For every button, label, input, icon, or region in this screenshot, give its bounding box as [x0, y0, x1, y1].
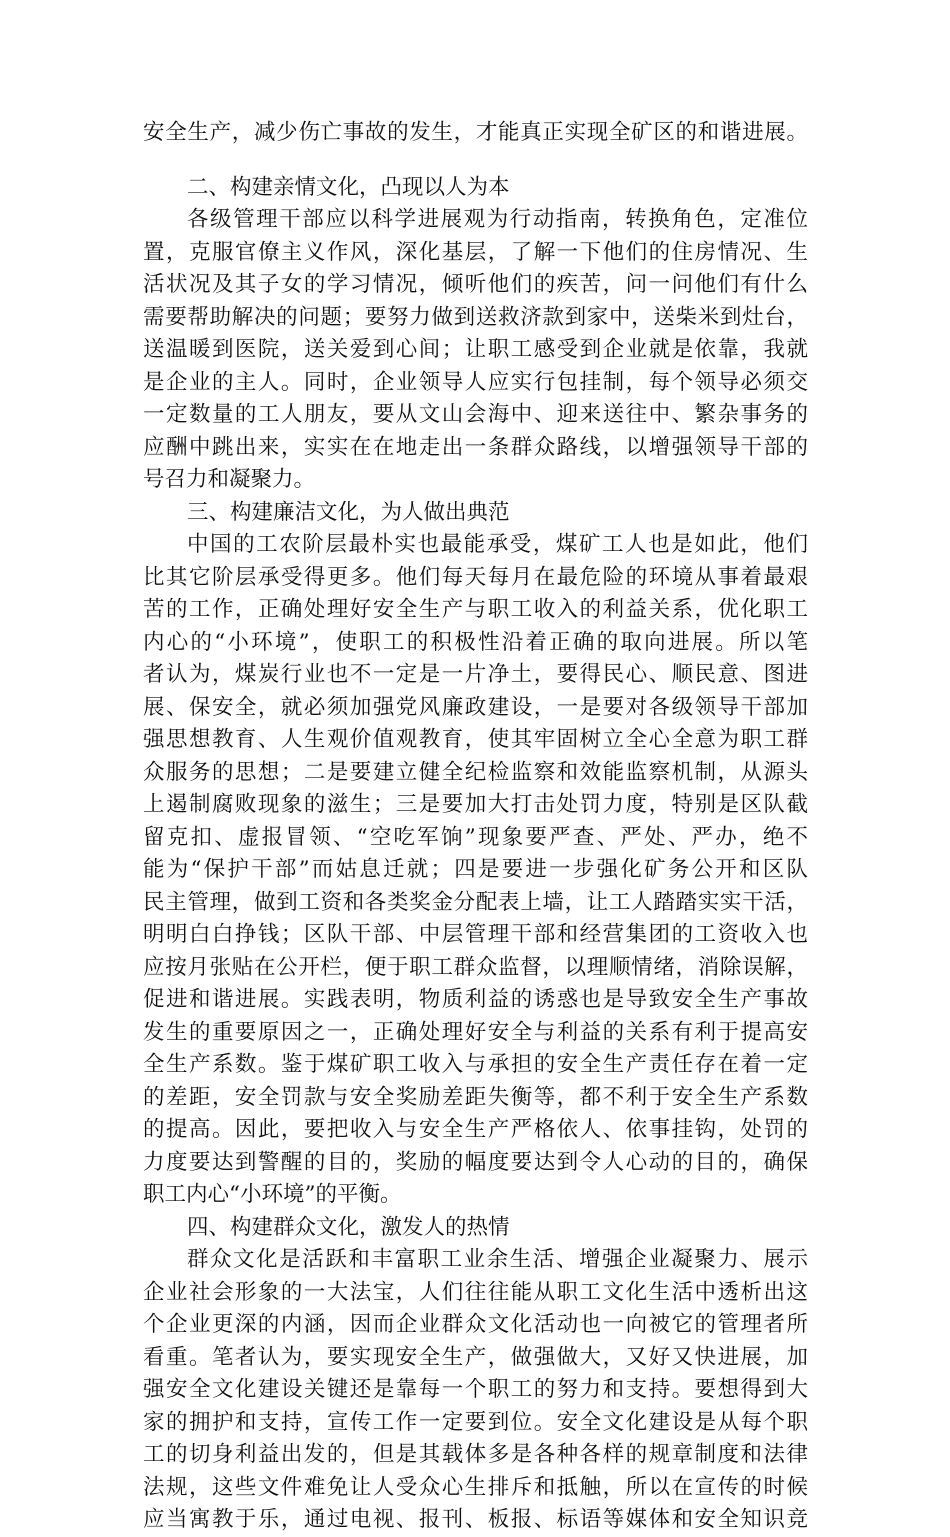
- text-line: 众服务的思想；二是要建立健全纪检监察和效能监察机制，从源头: [143, 759, 808, 785]
- text-line: 上遏制腐败现象的滋生；三是要加大打击处罚力度，特别是区队截: [143, 792, 808, 817]
- text-line: 四、构建群众文化，激发人的热情: [187, 1214, 510, 1240]
- text-line: 一定数量的工人朋友，要从文山会海中、迎来送往中、繁杂事务的: [143, 402, 808, 427]
- text-line: 苦的工作，正确处理好安全生产与职工收入的利益关系，优化职工: [143, 597, 808, 622]
- text-line: 促进和谐进展。实践表明，物质利益的诱惑也是导致安全生产事故: [143, 987, 808, 1012]
- text-line: 号召力和凝聚力。: [143, 467, 316, 492]
- text-line: 内心的“小环境”，使职工的积极性沿着正确的取向进展。所以笔: [143, 629, 808, 655]
- text-line: 企业社会形象的一大法宝，人们往往能从职工文化生活中透析出这: [143, 1279, 808, 1305]
- text-line: 应酬中跳出来，实实在在地走出一条群众路线，以增强领导干部的: [143, 434, 808, 460]
- body-text: [143, 117, 808, 1537]
- text-line: 活状况及其子女的学习情况，倾听他们的疾苦，问一问他们有什么: [143, 272, 808, 297]
- text-line: 展、保安全，就必须加强党风廉政建设，一是要对各级领导干部加: [143, 694, 808, 720]
- text-line: 应当寓教于乐，通过电视、报刊、板报、标语等媒体和安全知识竞: [143, 1507, 808, 1532]
- text-line: 者认为，煤炭行业也不一定是一片净土，要得民心、顺民意、图进: [143, 662, 808, 687]
- text-line: 全生产系数。鉴于煤矿职工收入与承担的安全生产责任存在着一定: [143, 1052, 808, 1077]
- text-line: 置，克服官僚主义作风，深化基层，了解一下他们的住房情况、生: [143, 239, 808, 265]
- text-line: 工的切身利益出发的，但是其载体多是各种各样的规章制度和法律: [143, 1442, 808, 1467]
- text-line: 的提高。因此，要把收入与安全生产严格依人、依事挂钩，处罚的: [143, 1117, 808, 1142]
- text-line: 群众文化是活跃和丰富职工业余生活、增强企业凝聚力、展示: [187, 1247, 808, 1272]
- paragraph-gap: [143, 150, 808, 172]
- text-line: 个企业更深的内涵，因而企业群众文化活动也一向被它的管理者所: [143, 1312, 808, 1337]
- text-line: 各级管理干部应以科学进展观为行动指南，转换角色，定准位: [187, 207, 808, 232]
- text-line: 力度要达到警醒的目的，奖励的幅度要达到令人心动的目的，确保: [143, 1149, 808, 1175]
- text-line: 留克扣、虚报冒领、“空吃军饷”现象要严查、严处、严办，绝不: [143, 824, 808, 850]
- text-line: 送温暖到医院，送关爱到心间；让职工感受到企业就是依靠，我就: [143, 337, 808, 362]
- text-line: 二、构建亲情文化，凸现以人为本: [187, 174, 510, 200]
- text-line: 民主管理，做到工资和各类奖金分配表上墙，让工人踏踏实实干活，: [143, 889, 808, 915]
- text-line: 明明白白挣钱；区队干部、中层管理干部和经营集团的工资收入也: [143, 922, 808, 947]
- text-line: 强安全文化建设关键还是靠每一个职工的努力和支持。要想得到大: [143, 1377, 808, 1402]
- text-line: 安全生产，减少伤亡事故的发生，才能真正实现全矿区的和谐进展。: [143, 120, 808, 145]
- text-line: 是企业的主人。同时，企业领导人应实行包挂制，每个领导必须交: [143, 369, 808, 395]
- text-line: 三、构建廉洁文化，为人做出典范: [187, 499, 510, 525]
- text-line: 中国的工农阶层最朴实也最能承受，煤矿工人也是如此，他们: [187, 532, 808, 557]
- text-line: 比其它阶层承受得更多。他们每天每月在最危险的环境从事着最艰: [143, 564, 808, 590]
- text-line: 职工内心“小环境”的平衡。: [143, 1182, 402, 1207]
- text-line: 法规，这些文件难免让人受众心生排斥和抵触，所以在宣传的时候: [143, 1474, 808, 1500]
- text-line: 发生的重要原因之一，正确处理好安全与利益的关系有利于提高安: [143, 1019, 808, 1045]
- text-line: 能为“保护干部”而姑息迁就；四是要进一步强化矿务公开和区队: [143, 857, 808, 882]
- text-line: 需要帮助解决的问题；要努力做到送救济款到家中，送柴米到灶台，: [143, 304, 808, 330]
- text-line: 的差距，安全罚款与安全奖励差距失衡等，都不利于安全生产系数: [143, 1084, 808, 1110]
- text-line: 应按月张贴在公开栏，便于职工群众监督，以理顺情绪，消除误解，: [143, 954, 808, 980]
- text-line: 家的拥护和支持，宣传工作一定要到位。安全文化建设是从每个职: [143, 1409, 808, 1435]
- text-line: 强思想教育、人生观价值观教育，使其牢固树立全心全意为职工群: [143, 727, 808, 752]
- text-line: 看重。笔者认为，要实现安全生产，做强做大，又好又快进展，加: [143, 1344, 808, 1370]
